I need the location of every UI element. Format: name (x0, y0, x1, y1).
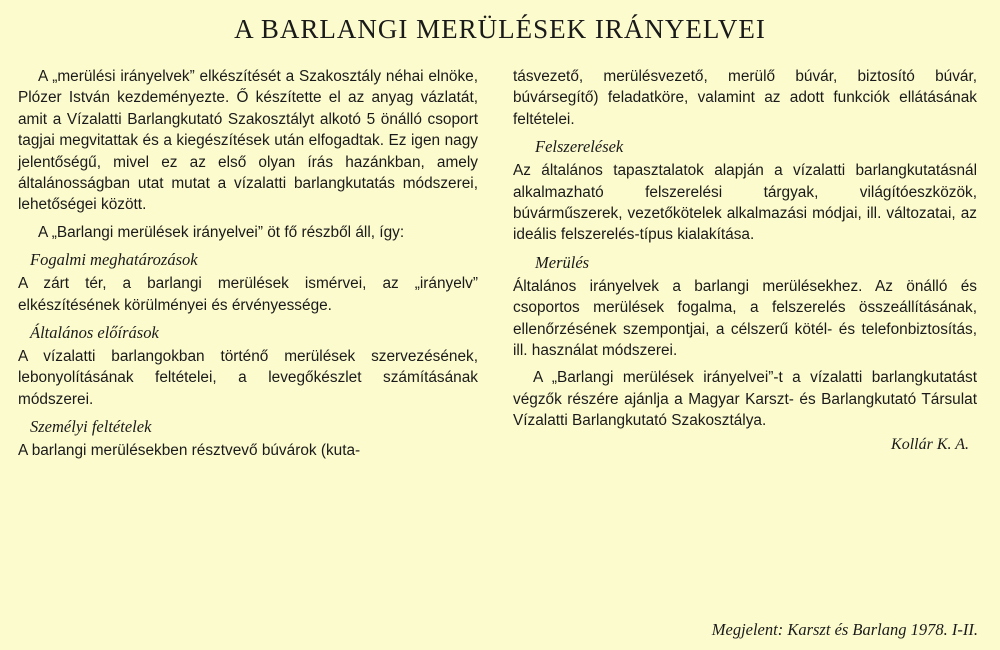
section-heading-equipment: Felszerelések (535, 137, 624, 157)
section-text-personal-conditions-end: tásvezető, merülésvezető, merülő búvár, biztosító búvár, búvársegítő) feladatköre, valamint az adott funkciók ellátásának feltételei. (513, 68, 977, 128)
closing-paragraph: A „Barlangi merülések irányelvei”-t a vízalatti barlangkutatást végzők részére ajánlja a Magyar Karszt- és Barlangkutató Társulat Vízalatti Barlangkutató Szakosztálya. (513, 369, 977, 430)
section-heading-personal-conditions: Személyi feltételek (30, 417, 152, 437)
publication-note: Megjelent: Karszt és Barlang 1978. I-II. (711, 620, 978, 639)
section-text-definitions: A zárt tér, a barlangi merülések ismérvei, az „irányelv” elkészítésének körülményei és érvényessége. (18, 275, 478, 314)
author-signature: Kollár K. A. (891, 435, 969, 453)
section-text-personal-conditions-start: A barlangi merülésekben résztvevő búvárok (kuta- (18, 442, 361, 460)
section-heading-definitions: Fogalmi meghatározások (30, 250, 198, 270)
section-heading-general-rules: Általános előírások (30, 323, 159, 343)
left-column (18, 66, 478, 462)
section-heading-diving: Merülés (535, 252, 590, 272)
page-title: A BARLANGI MERÜLÉSEK IRÁNYELVEI (234, 14, 766, 44)
parts-paragraph: A „Barlangi merülések irányelvei” öt fő részből áll, így: (38, 223, 405, 241)
section-text-equipment: Az általános tapasztalatok alapján a vízalatti barlangkutatásnál alkalmazható felszerelési tárgyak, világítóeszközök, búvárműszerek, vezetőkötelek alkalmazási módjai, ill. változatai, az ideális felszerelés-típus kialakítása. (513, 162, 977, 244)
intro-paragraph: A „merülési irányelvek” elkészítését a Szakosztály néhai elnöke, Plózer István kezdeményezte. Ő készítette el az anyag vázlatát, amit a Vízalatti Barlangkutató Szakosztályt alkotó 5 önálló csoport tagjai megvitattak és a kiegészítések után elfogadtak. Ez igen nagy jelentőségű, mivel ez az első olyan írás hazánkban, amely általánosságban utat mutat a vízalatti barlangkutatás módszerei, lehetőségei között. (18, 68, 478, 214)
right-column (513, 66, 977, 455)
section-text-general-rules: A vízalatti barlangokban történő merülések szervezésének, lebonyolításának feltételei, a levegőkészlet számításának módszerei. (18, 348, 478, 408)
section-text-diving: Általános irányelvek a barlangi merülésekhez. Az önálló és csoportos merülések fogalma, a felszerelés összeállításának, ellenőrzésének szempontjai, a célszerű kötél- és telefonbiztosítás, ill. használat módszerei. (513, 277, 977, 360)
